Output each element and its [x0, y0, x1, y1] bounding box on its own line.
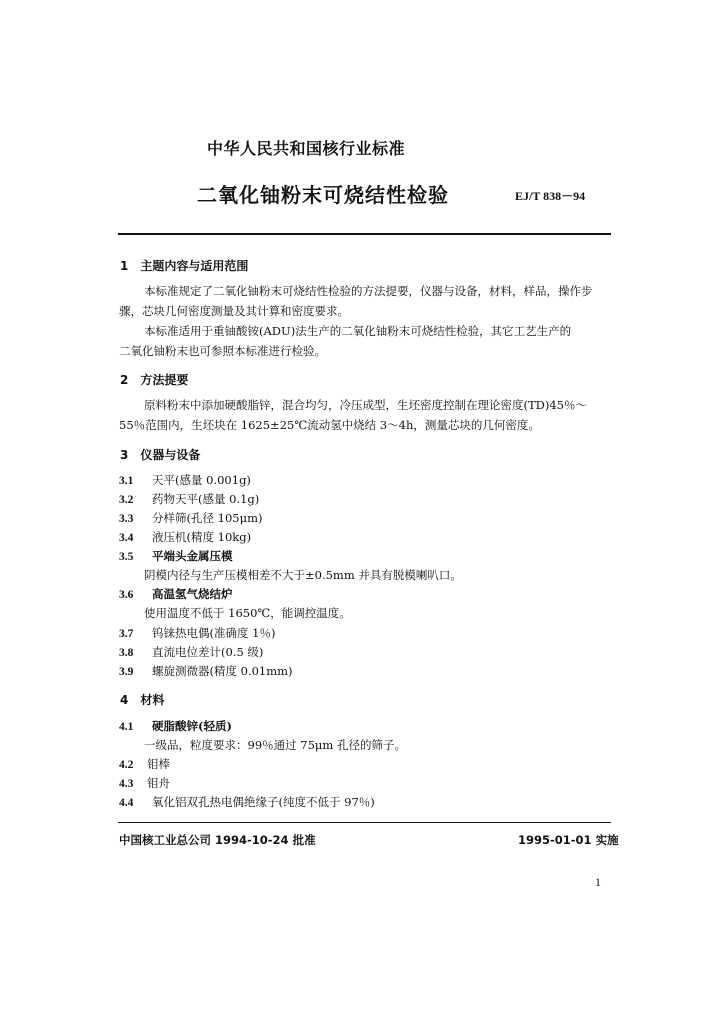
section-1-paragraph-line: 骤，芯块几何密度测量及其计算和密度要求。: [119, 304, 349, 318]
list-item: [119, 472, 251, 488]
list-item: [119, 586, 233, 602]
list-item: [119, 756, 170, 772]
item-number: 3.4: [119, 532, 134, 544]
section-2-heading: 2 方法提要: [120, 373, 189, 387]
list-item-continuation: 阴模内径与生产压模相差不大于±0.5mm 并具有脱模喇叭口。: [144, 568, 462, 582]
item-number: 4.1: [119, 721, 134, 733]
item-number: 3.8: [119, 647, 134, 659]
document-title: 二氧化铀粉末可烧结性检验: [197, 183, 449, 207]
section-1-paragraph-line: 二氧化铀粉末也可参照本标准进行检验。: [119, 344, 326, 358]
item-text: 直流电位差计(0.5 级): [152, 645, 264, 659]
standard-code: EJ/T 838－94: [515, 189, 586, 203]
implementation-line: 1995-01-01 实施: [518, 833, 619, 847]
list-item-continuation: 一级品，粒度要求：99％通过 75μm 孔径的筛子。: [144, 738, 406, 752]
list-item: [119, 644, 263, 660]
section-2-paragraph-line: 原料粉末中添加硬酸脂锌，混合均匀，冷压成型，生坯密度控制在理论密度(TD)45％～: [144, 398, 587, 412]
item-text: 药物天平(感量 0.1g): [152, 492, 260, 506]
section-4-heading: 4 材料: [120, 693, 165, 707]
list-item: [119, 663, 293, 679]
item-number: 3.1: [119, 475, 134, 487]
item-number: 3.3: [119, 513, 134, 525]
item-text: 分样筛(孔径 105μm): [152, 511, 263, 525]
section-1-heading: 1 主题内容与适用范围: [120, 259, 249, 273]
approval-line: 中国核工业总公司 1994-10-24 批准: [119, 833, 316, 847]
footer-rule: [118, 822, 611, 823]
issuing-organization: 中华人民共和国核行业标准: [207, 139, 406, 158]
item-number: 4.4: [119, 797, 134, 809]
header-rule: [118, 233, 611, 235]
section-2-paragraph-line: 55％范围内，生坯块在 1625±25℃流动氢中烧结 3～4h，测量芯块的几何密度。: [119, 418, 540, 432]
page-number: 1: [595, 875, 601, 889]
list-item-continuation: 使用温度不低于 1650℃，能调控温度。: [144, 606, 351, 620]
item-text: 硬脂酸锌(轻质): [152, 719, 232, 733]
item-text: 天平(感量 0.001g): [152, 473, 251, 487]
section-1-paragraph-line: 本标准适用于重铀酸铵(ADU)法生产的二氧化铀粉末可烧结性检验，其它工艺生产的: [144, 324, 572, 338]
item-number: 3.5: [119, 551, 134, 563]
list-item: [119, 548, 233, 564]
list-item: [119, 775, 170, 791]
item-number: 3.9: [119, 666, 134, 678]
item-number: 4.3: [119, 778, 134, 790]
item-text: 螺旋测微器(精度 0.01mm): [152, 664, 293, 678]
list-item: [119, 718, 232, 734]
section-3-heading: 3 仪器与设备: [120, 448, 201, 462]
item-text: 钼棒: [147, 757, 170, 771]
list-item: [119, 510, 262, 526]
item-text: 钼舟: [147, 776, 170, 790]
item-text: 平端头金属压模: [152, 549, 233, 563]
section-1-paragraph-line: 本标准规定了二氧化铀粉末可烧结性检验的方法提要，仪器与设备，材料，样品，操作步: [144, 284, 593, 298]
item-number: 3.2: [119, 494, 134, 506]
item-number: 3.6: [119, 589, 134, 601]
item-text: 钨铼热电偶(准确度 1％): [152, 626, 276, 640]
list-item: [119, 625, 275, 641]
item-number: 4.2: [119, 759, 134, 771]
list-item: [119, 529, 251, 545]
item-number: 3.7: [119, 628, 134, 640]
list-item: [119, 491, 259, 507]
item-text: 液压机(精度 10kg): [152, 530, 252, 544]
list-item: [119, 794, 375, 810]
item-text: 高温氢气烧结炉: [152, 587, 233, 601]
item-text: 氧化铝双孔热电偶绝缘子(纯度不低于 97％): [152, 795, 375, 809]
